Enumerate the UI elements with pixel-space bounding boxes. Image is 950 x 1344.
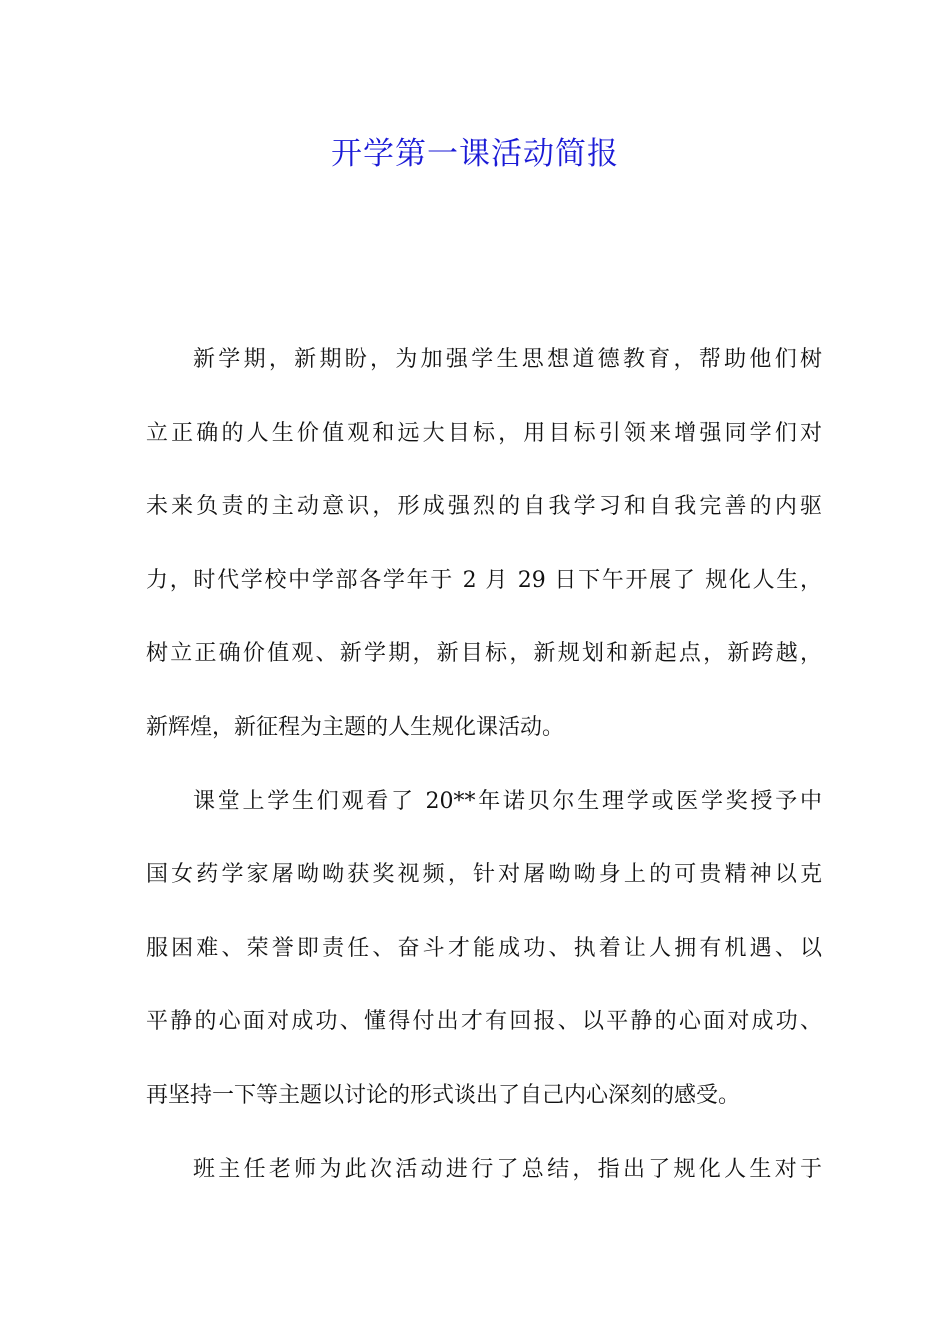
document-body: [146, 330, 822, 1213]
paragraph-2-line-2: 国女药学家屠呦呦获奖视频，针对屠呦呦身上的可贵精神以克: [146, 862, 822, 888]
paragraph-2-line-4: 平静的心面对成功、懂得付出才有回报、以平静的心面对成功、: [146, 1009, 822, 1035]
paragraph-1-line-2: 立正确的人生价值观和远大目标，用目标引领来增强同学们对: [146, 420, 822, 446]
paragraph-1-line-5: 树立正确价值观、新学期，新目标，新规划和新起点，新跨越，: [146, 641, 822, 667]
paragraph-1-line-6: 新辉煌，新征程为主题的人生规化课活动。: [146, 714, 565, 740]
document-title: 开学第一课活动简报: [331, 136, 619, 172]
paragraph-1-line-3: 未来负责的主动意识，形成强烈的自我学习和自我完善的内驱: [146, 494, 822, 520]
paragraph-2-line-5: 再坚持一下等主题以讨论的形式谈出了自己内心深刻的感受。: [146, 1082, 741, 1108]
paragraph-1-line-4: 力，时代学校中学部各学年于 2 月 29 日下午开展了 规化人生，: [146, 567, 822, 593]
paragraph-2-line-3: 服困难、荣誉即责任、奋斗才能成功、执着让人拥有机遇、以: [146, 935, 822, 961]
paragraph-2-line-1: 课堂上学生们观看了 20**年诺贝尔生理学或医学奖授予中: [193, 788, 822, 814]
paragraph-3-line-1: 班主任老师为此次活动进行了总结，指出了规化人生对于: [193, 1156, 822, 1182]
paragraph-1-line-1: 新学期，新期盼，为加强学生思想道德教育，帮助他们树: [193, 347, 822, 372]
